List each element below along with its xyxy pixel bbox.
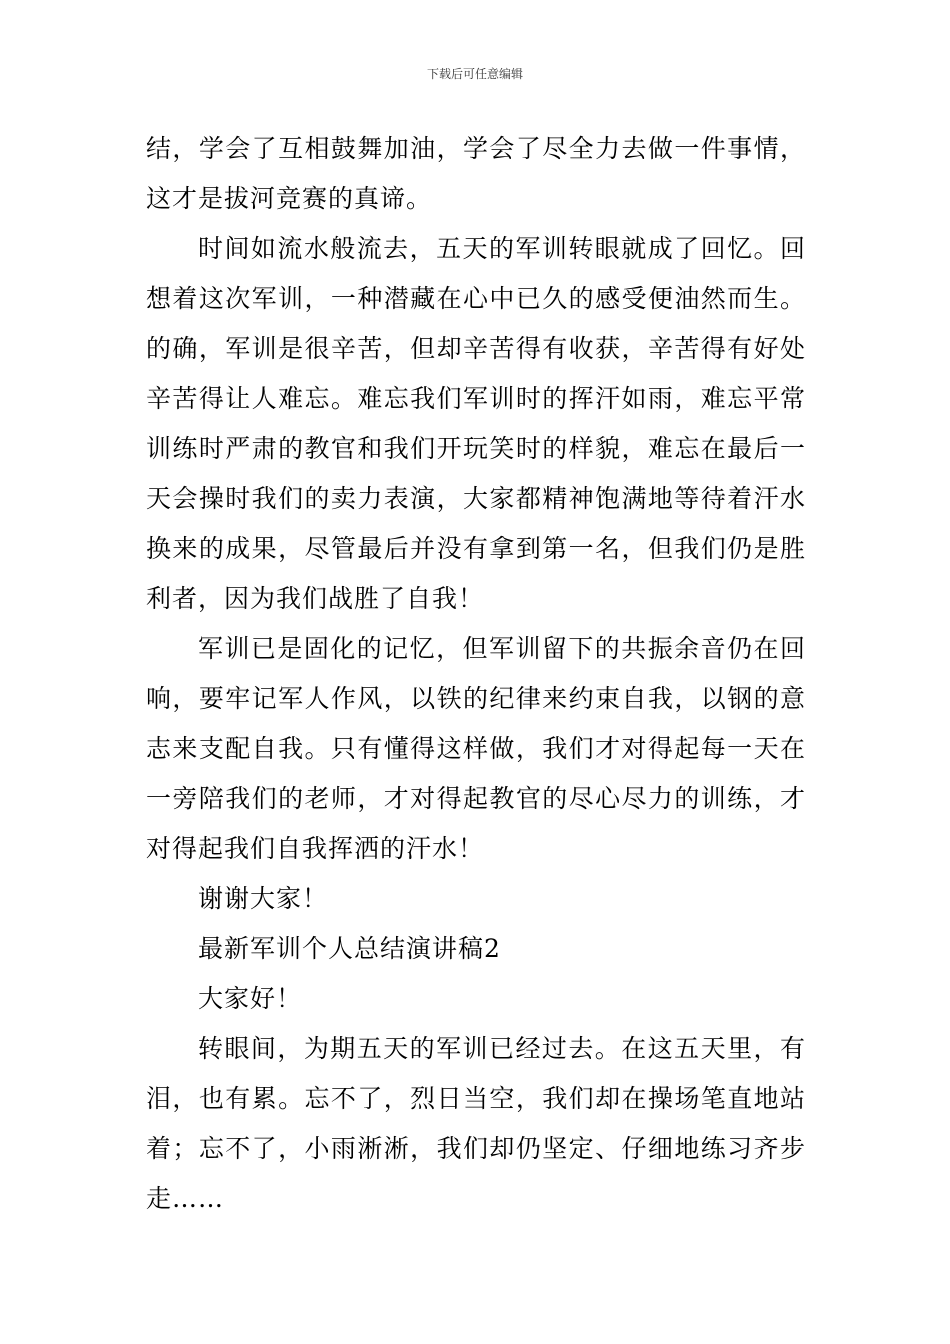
page-header: 下载后可任意编辑 <box>426 67 523 81</box>
paragraph-3: 军训已是固化的记忆，但军训留下的共振余音仍在回响，要牢记军人作风，以铁的纪律来约束自我，以钢的意志来支配自我。只有懂得这样做，我们才对得起每一天在一旁陪我们的老师，才对得起教官的尽心尽力的训练，才对得起我们自我挥洒的汗水！ <box>146 634 806 863</box>
paragraph-thanks: 谢谢大家！ <box>198 884 329 913</box>
paragraph-2: 时间如流水般流去，五天的军训转眼就成了回忆。回想着这次军训，一种潜藏在心中已久的感受便油然而生。的确，军训是很辛苦，但却辛苦得有收获，辛苦得有好处辛苦得让人难忘。难忘我们军训时的挥汗如雨，难忘平常训练时严肃的教官和我们开玩笑时的样貌，难忘在最后一天会操时我们的卖力表演，大家都精神饱满地等待着汗水换来的成果，尽管最后并没有拿到第一名，但我们仍是胜利者，因为我们战胜了自我！ <box>146 234 806 613</box>
paragraph-1: 结，学会了互相鼓舞加油，学会了尽全力去做一件事情，这才是拔河竞赛的真谛。 <box>146 134 806 213</box>
paragraph-7: 转眼间，为期五天的军训已经过去。在这五天里，有泪，也有累。忘不了，烈日当空，我们却在操场笔直地站着；忘不了，小雨淅淅，我们却仍坚定、仔细地练习齐步走…… <box>146 1034 806 1213</box>
document-body <box>146 124 806 1224</box>
section-title: 最新军训个人总结演讲稿2 <box>198 934 501 963</box>
paragraph-greeting: 大家好！ <box>198 984 303 1013</box>
